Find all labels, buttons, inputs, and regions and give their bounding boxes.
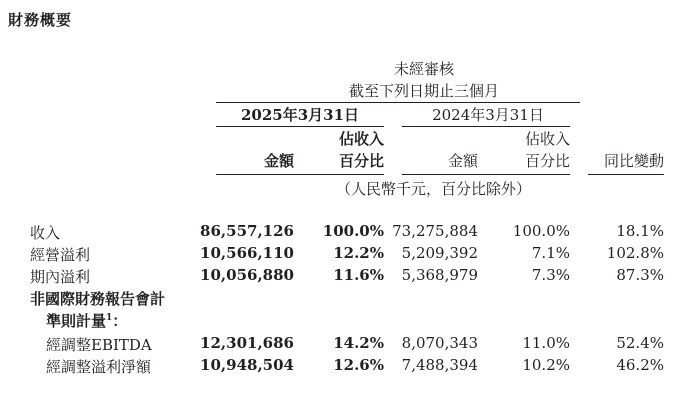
table-row-adjusted-ebitda [0, 334, 700, 356]
footnote-marker: 1 [106, 313, 113, 323]
table-row-period-profit [0, 266, 700, 288]
pct-2024: 100.0% [512, 222, 570, 240]
unaudited-label: 未經審核 [393, 60, 454, 78]
yoy: 102.8% [606, 244, 664, 262]
col-amount-2025: 金額 [263, 152, 294, 170]
date-2024: 2024年3月31日 [432, 106, 544, 124]
non-gaap-heading-line1 [0, 288, 700, 310]
amount-2024: 7,488,394 [401, 356, 478, 374]
row-label: 收入 [30, 224, 61, 242]
period-label: 截至下列日期止三個月 [348, 82, 499, 100]
col-pct-2025-line1: 佔收入 [338, 130, 384, 148]
col-pct-2024-line1: 佔收入 [524, 130, 570, 148]
amount-2025: 10,056,880 [200, 266, 294, 284]
pct-2024: 10.2% [522, 356, 570, 374]
pct-2025: 12.6% [333, 356, 384, 374]
col-pct-2025-line2: 百分比 [338, 152, 384, 170]
amount-2024: 5,368,979 [401, 266, 478, 284]
amount-2025: 10,948,504 [200, 356, 294, 374]
table-row-revenue [0, 222, 700, 244]
pct-2025: 11.6% [333, 266, 384, 284]
table-row-operating-profit [0, 244, 700, 266]
table-row-adjusted-net-profit [0, 356, 700, 378]
cols-2024-underline [402, 174, 570, 175]
yoy-underline [588, 174, 664, 175]
pct-2024: 11.0% [522, 334, 570, 352]
pct-2025: 14.2% [333, 334, 384, 352]
pct-2025: 100.0% [322, 222, 384, 240]
section-title: 財務概要 [8, 11, 73, 29]
period-underline [216, 102, 580, 103]
col-yoy: 同比變動 [603, 152, 664, 170]
amount-2024: 73,275,884 [392, 222, 478, 240]
amount-2025: 86,557,126 [200, 222, 294, 240]
date-2024-underline [402, 126, 570, 127]
pct-2024: 7.3% [531, 266, 570, 284]
row-label: 經調整溢利淨額 [46, 358, 152, 376]
unit-note: （人民幣千元，百分比除外） [336, 180, 532, 198]
non-gaap-subheading: 準則計量$^1$： [46, 312, 128, 330]
col-pct-2024-line2: 百分比 [524, 152, 570, 170]
yoy: 87.3% [616, 266, 664, 284]
non-gaap-heading-line2 [0, 310, 700, 332]
yoy: 46.2% [616, 356, 664, 374]
date-2025-underline [216, 126, 384, 127]
yoy: 52.4% [616, 334, 664, 352]
row-label: 期內溢利 [30, 268, 91, 286]
amount-2025: 10,566,110 [200, 244, 294, 262]
pct-2024: 7.1% [531, 244, 570, 262]
date-2025: 2025年3月31日 [240, 106, 360, 124]
amount-2024: 5,209,392 [401, 244, 478, 262]
row-label: 經調整EBITDA [46, 336, 152, 354]
yoy: 18.1% [616, 222, 664, 240]
row-label: 經營溢利 [30, 246, 91, 264]
amount-2025: 12,301,686 [200, 334, 294, 352]
pct-2025: 12.2% [333, 244, 384, 262]
cols-2025-underline [216, 174, 384, 175]
amount-2024: 8,070,343 [401, 334, 478, 352]
col-amount-2024: 金額 [447, 152, 478, 170]
non-gaap-heading: 非國際財務報告會計 [30, 290, 166, 308]
